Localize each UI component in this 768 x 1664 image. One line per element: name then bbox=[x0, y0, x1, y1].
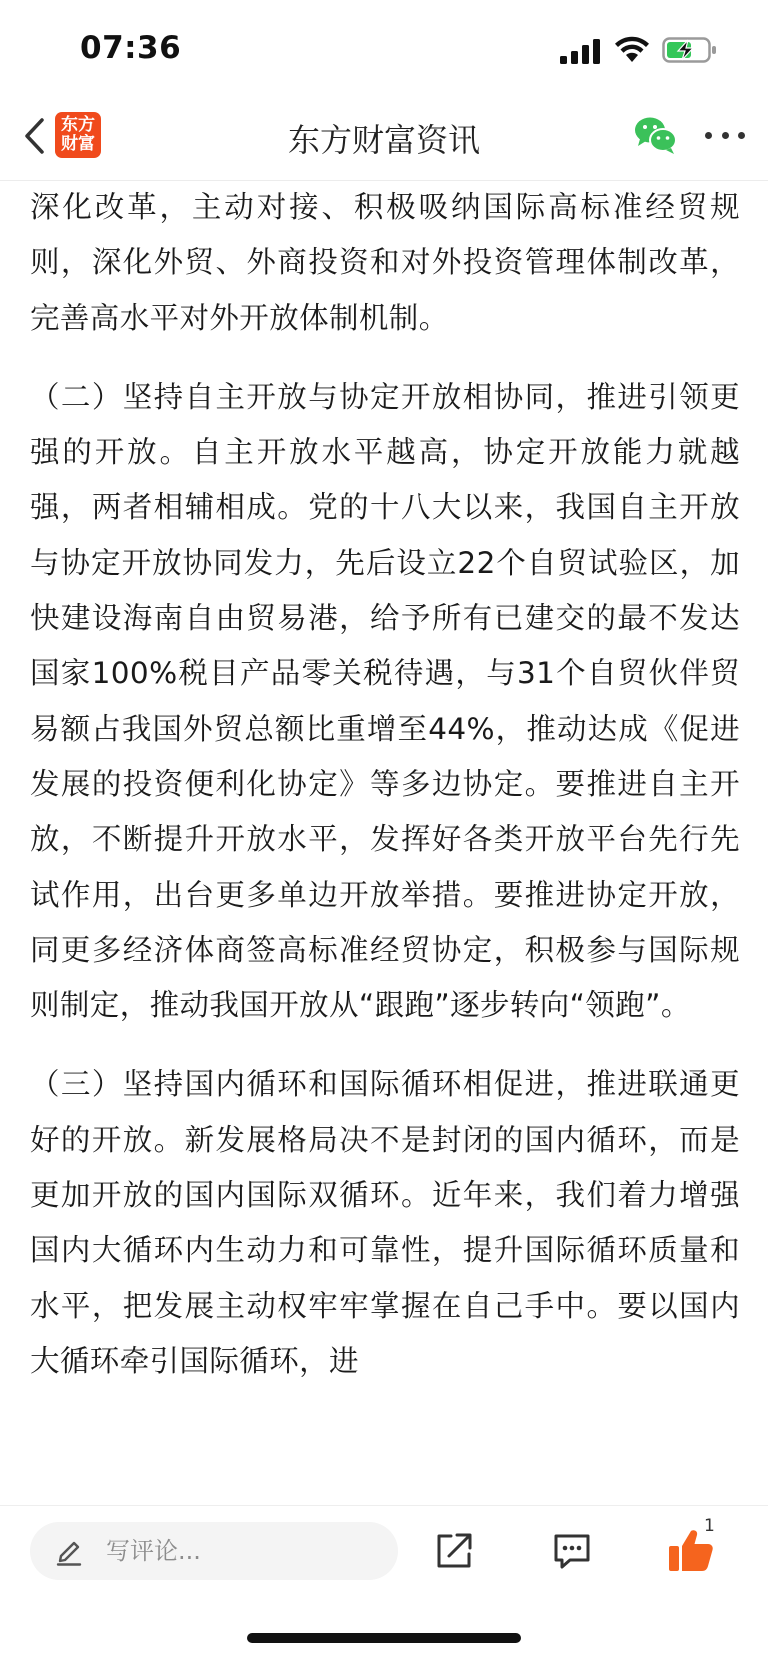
comments-icon[interactable] bbox=[552, 1531, 592, 1571]
page-title: 东方财富资讯 bbox=[287, 121, 480, 159]
article-paragraph: （三）坚持国内循环和国际循环相促进，推进联通更好的开放。新发展格局决不是封闭的国内循环，而是更加开放的国内国际双循环。近年来，我们着力增强国内大循环内生动力和可靠性，提升国际循环质量和水平，把发展主动权牢牢掌握在自己手中。要以国内大循环牵引国际循环，进 bbox=[30, 1067, 740, 1378]
pencil-icon bbox=[55, 1536, 83, 1566]
article-body bbox=[30, 180, 740, 1505]
more-dot-icon bbox=[738, 132, 745, 139]
article-paragraph: （二）坚持自主开放与协定开放相协同，推进引领更强的开放。自主开放水平越高，协定开放能力就越强，两者相辅相成。党的十八大以来，我国自主开放与协定开放协同发力，先后设立22个自贸试验区，加快建设海南自由贸易港，给予所有已建交的最不发达国家100%税目产品零关税待遇，与31个自贸伙伴贸易额占我国外贸总额比重增至44%，推动达成《促进发展的投资便利化协定》等多边协定。要推进自主开放，不断提升开放水平，发挥好各类开放平台先行先试作用，出台更多单边开放举措。要推进协定开放，同更多经济体商签高标准经贸协定，积极参与国际规则制定，推动我国开放从“跟跑”逐步转向“领跑”。 bbox=[30, 379, 740, 1023]
status-time: 07:36 bbox=[80, 30, 182, 66]
share-icon[interactable] bbox=[434, 1531, 474, 1571]
status-bar bbox=[0, 0, 768, 100]
comment-input[interactable] bbox=[30, 1522, 398, 1580]
battery-charging-icon bbox=[662, 36, 718, 64]
cellular-signal-icon bbox=[560, 38, 600, 64]
like-count: 1 bbox=[704, 1516, 715, 1536]
more-dot-icon bbox=[722, 132, 729, 139]
more-dot-icon bbox=[705, 132, 712, 139]
logo-line-2: 财富 bbox=[61, 134, 95, 154]
article-paragraph: 深化改革，主动对接、积极吸纳国际高标准经贸规则，深化外贸、外商投资和对外投资管理体制改革，完善高水平对外开放体制机制。 bbox=[30, 190, 740, 335]
comment-placeholder[interactable]: 写评论... bbox=[106, 1537, 201, 1565]
more-button[interactable] bbox=[705, 120, 745, 150]
wechat-share-icon[interactable] bbox=[634, 115, 678, 155]
logo-line-1: 东方 bbox=[61, 115, 95, 135]
wifi-icon bbox=[614, 36, 650, 64]
home-indicator bbox=[247, 1633, 521, 1643]
